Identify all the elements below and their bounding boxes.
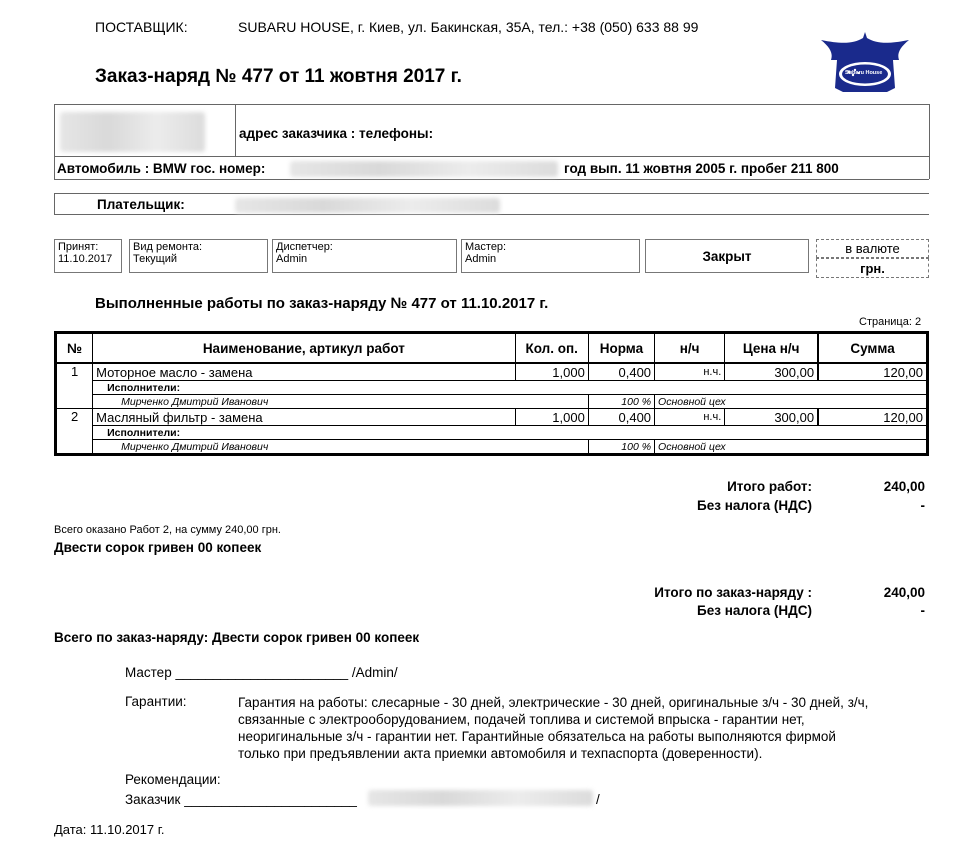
supplier-text: SUBARU HOUSE, г. Киев, ул. Бакинская, 35А, тел.: +38 (050) 633 88 99 [238,19,699,35]
customer-signature-end: / [596,792,600,807]
logo-text: Subaru House [845,70,883,76]
order-title: Заказ-наряд № 477 от 11 жовтня 2017 г. [95,66,462,87]
summary-words: Двести сорок гривен 00 копеек [54,540,262,555]
col-name: Наименование, артикул работ [93,333,515,364]
executors-label: Исполнители: [93,381,928,395]
payer-redacted [235,198,500,213]
customer-mid-line [54,156,929,157]
customer-left-line [54,104,55,179]
guarantee-label: Гарантии: [125,694,187,709]
order-tax-value: - [920,603,925,618]
executor-name: Мирченко Дмитрий Иванович [93,395,589,409]
repair-type-label: Вид ремонта: [133,241,203,253]
currency-value: грн. [816,258,929,278]
works-total-value: 240,00 [883,479,925,494]
executors-header-row [56,426,928,440]
executor-name: Мирченко Дмитрий Иванович [93,440,589,455]
car-info: год вып. 11 жовтня 2005 г. пробег 211 800 [564,161,839,176]
customer-address-phones: адрес заказчика : телефоны: [239,126,434,141]
row-price: 300,00 [725,409,818,426]
dispatcher-value: Admin [276,253,308,265]
col-unit: н/ч [655,333,725,364]
row-unit: н.ч. [655,363,725,381]
works-table [54,331,929,456]
payer-label: Плательщик: [97,197,185,212]
customer-signature: Заказчик _______________________ [125,792,357,807]
executor-percent: 100 % [588,395,654,409]
customer-right-line [929,104,930,179]
guarantee-line: неоригинальные з/ч - гарантии нет. Гарантийные обязательса на работы выполняются фирмой [238,729,836,744]
currency-label: в валюте [816,239,929,258]
executors-label: Исполнители: [93,426,928,440]
order-total-value: 240,00 [883,585,925,600]
guarantee-line: связанные с электрооборудованием, подачей топлива и системой впрыска - гарантии нет, [238,712,805,727]
customer-bottom-line [54,179,929,180]
executor-row [56,440,928,455]
row-sum: 120,00 [818,409,927,426]
customer-top-line [54,104,929,105]
status-box: Закрыт [645,239,809,273]
customer-signature-redacted [368,790,593,806]
row-name: Масляный фильтр - замена [93,409,515,426]
executor-percent: 100 % [588,440,654,455]
dispatcher-box [272,239,457,273]
customer-divider [235,104,236,156]
company-logo [817,30,913,98]
plate-redacted [290,161,558,177]
subaru-house-logo-icon [817,30,913,98]
row-norm: 0,400 [588,409,654,426]
master-label: Мастер: [465,241,507,253]
col-num: № [56,333,93,364]
row-norm: 0,400 [588,363,654,381]
row-qty: 1,000 [515,363,588,381]
row-unit: н.ч. [655,409,725,426]
row-num: 1 [56,363,93,409]
car-label: Автомобиль : BMW гос. номер: [57,161,266,176]
guarantee-line: Гарантия на работы: слесарные - 30 дней, электрические - 30 дней, оригинальные з/ч - 30 дней, з/ч, [238,695,869,710]
executor-row [56,395,928,409]
works-tax-value: - [920,498,925,513]
table-header-row [56,333,928,364]
master-value: Admin [465,253,497,265]
accepted-label: Принят: [58,241,99,253]
order-total-label: Итого по заказ-наряду : [654,585,812,600]
col-norm: Норма [588,333,654,364]
row-sum: 120,00 [818,363,927,381]
dispatcher-label: Диспетчер: [276,241,333,253]
executor-dept: Основной цех [655,395,928,409]
col-qty: Кол. оп. [515,333,588,364]
works-title: Выполненные работы по заказ-наряду № 477 от 11.10.2017 г. [95,295,549,312]
supplier-label: ПОСТАВЩИК: [95,19,188,35]
order-tax-label: Без налога (НДС) [697,603,812,618]
row-name: Моторное масло - замена [93,363,515,381]
page-label: Страница: 2 [859,316,922,328]
row-price: 300,00 [725,363,818,381]
executor-dept: Основной цех [655,440,928,455]
repair-type-box [129,239,268,273]
recommendations-label: Рекомендации: [125,772,221,787]
works-total-label: Итого работ: [727,479,812,494]
executors-header-row [56,381,928,395]
total-words: Всего по заказ-наряду: Двести сорок гривен 00 копеек [54,630,420,645]
master-box [461,239,640,273]
summary-small: Всего оказано Работ 2, на сумму 240,00 грн. [54,524,281,536]
works-tax-label: Без налога (НДС) [697,498,812,513]
row-num: 2 [56,409,93,455]
col-sum: Сумма [818,333,927,364]
guarantee-text [238,694,868,762]
master-signature: Мастер _______________________ /Admin/ [125,665,398,680]
customer-name-redacted [60,112,205,152]
row-qty: 1,000 [515,409,588,426]
table-row [56,409,928,426]
document-date: Дата: 11.10.2017 г. [54,822,165,837]
col-price: Цена н/ч [725,333,818,364]
table-row [56,363,928,381]
accepted-value: 11.10.2017 [58,253,113,265]
repair-type-value: Текущий [133,253,177,265]
guarantee-line: только при предъявлении акта приемки автомобиля и техпаспорта (доверенности). [238,746,763,761]
accepted-box [54,239,122,273]
